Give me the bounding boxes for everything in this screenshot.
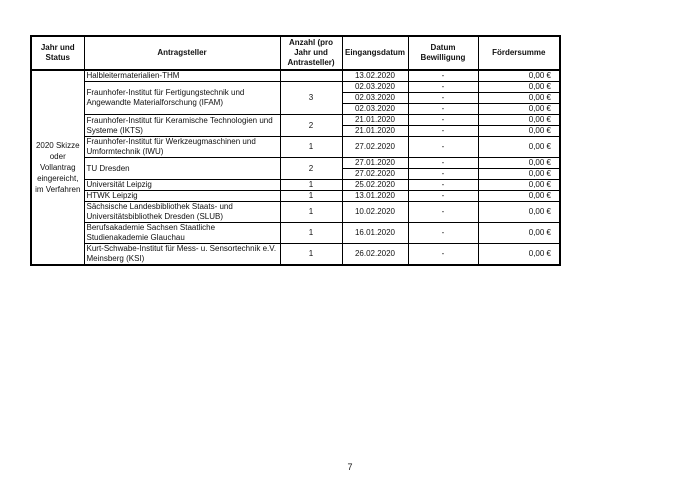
funding-amount-cell: 0,00 € [478,158,560,169]
approval-date-cell: - [408,126,478,137]
approval-date-cell: - [408,82,478,93]
table-row [31,115,560,126]
header-funding: Fördersumme [478,36,560,70]
applicant-cell: Sächsische Landesbibliothek Staats- und Universitätsbibliothek Dresden (SLUB) [84,202,280,223]
received-date-cell: 27.02.2020 [342,169,408,180]
count-cell: 1 [280,180,342,191]
count-cell: 2 [280,158,342,180]
received-date-cell: 21.01.2020 [342,115,408,126]
funding-amount-cell: 0,00 € [478,93,560,104]
funding-amount-cell: 0,00 € [478,202,560,223]
approval-date-cell: - [408,180,478,191]
approval-date-cell: - [408,104,478,115]
received-date-cell: 13.02.2020 [342,70,408,82]
received-date-cell: 26.02.2020 [342,244,408,266]
table-row [31,70,560,82]
funding-amount-cell: 0,00 € [478,180,560,191]
header-received: Eingangsdatum [342,36,408,70]
table-row [31,244,560,266]
approval-date-cell: - [408,191,478,202]
header-status: Jahr und Status [31,36,84,70]
table-header-row [31,36,560,70]
approval-date-cell: - [408,169,478,180]
received-date-cell: 25.02.2020 [342,180,408,191]
applicant-cell: Kurt-Schwabe-Institut für Mess- u. Sensortechnik e.V. Meinsberg (KSI) [84,244,280,266]
received-date-cell: 02.03.2020 [342,93,408,104]
received-date-cell: 21.01.2020 [342,126,408,137]
applicant-cell: Fraunhofer-Institut für Fertigungstechnik und Angewandte Materialforschung (IFAM) [84,82,280,115]
funding-amount-cell: 0,00 € [478,115,560,126]
approval-date-cell: - [408,158,478,169]
approval-date-cell: - [408,70,478,82]
received-date-cell: 27.01.2020 [342,158,408,169]
received-date-cell: 16.01.2020 [342,223,408,244]
page-number: 7 [347,462,353,472]
table-row [31,180,560,191]
table-row [31,82,560,93]
status-cell: 2020 Skizze oder Vollantrag eingereicht, im Verfahren [31,70,84,265]
table-row [31,191,560,202]
funding-table [30,35,561,266]
count-cell: 1 [280,137,342,158]
received-date-cell: 13.01.2020 [342,191,408,202]
funding-amount-cell: 0,00 € [478,169,560,180]
approval-date-cell: - [408,223,478,244]
table-row [31,202,560,223]
received-date-cell: 02.03.2020 [342,104,408,115]
table-row [31,137,560,158]
applicant-cell: Universität Leipzig [84,180,280,191]
count-cell [280,70,342,82]
applicant-cell: Fraunhofer-Institut für Keramische Technologien und Systeme (IKTS) [84,115,280,137]
table-row [31,223,560,244]
approval-date-cell: - [408,115,478,126]
received-date-cell: 02.03.2020 [342,82,408,93]
applicant-cell: Fraunhofer-Institut für Werkzeugmaschinen und Umformtechnik (IWU) [84,137,280,158]
funding-amount-cell: 0,00 € [478,191,560,202]
count-cell: 1 [280,244,342,266]
count-cell: 3 [280,82,342,115]
applicant-cell: TU Dresden [84,158,280,180]
header-count: Anzahl (pro Jahr und Antrasteller) [280,36,342,70]
count-cell: 2 [280,115,342,137]
funding-amount-cell: 0,00 € [478,137,560,158]
funding-amount-cell: 0,00 € [478,82,560,93]
funding-amount-cell: 0,00 € [478,104,560,115]
count-cell: 1 [280,191,342,202]
funding-amount-cell: 0,00 € [478,126,560,137]
table-row [31,158,560,169]
approval-date-cell: - [408,202,478,223]
approval-date-cell: - [408,93,478,104]
approval-date-cell: - [408,137,478,158]
funding-table-container [30,35,559,266]
funding-amount-cell: 0,00 € [478,244,560,266]
header-approval: Datum Bewilligung [408,36,478,70]
received-date-cell: 27.02.2020 [342,137,408,158]
approval-date-cell: - [408,244,478,266]
funding-amount-cell: 0,00 € [478,70,560,82]
applicant-cell: HTWK Leipzig [84,191,280,202]
received-date-cell: 10.02.2020 [342,202,408,223]
count-cell: 1 [280,202,342,223]
applicant-cell: Halbleitermaterialien-THM [84,70,280,82]
funding-amount-cell: 0,00 € [478,223,560,244]
count-cell: 1 [280,223,342,244]
applicant-cell: Berufsakademie Sachsen Staatliche Studienakademie Glauchau [84,223,280,244]
header-applicant: Antragsteller [84,36,280,70]
